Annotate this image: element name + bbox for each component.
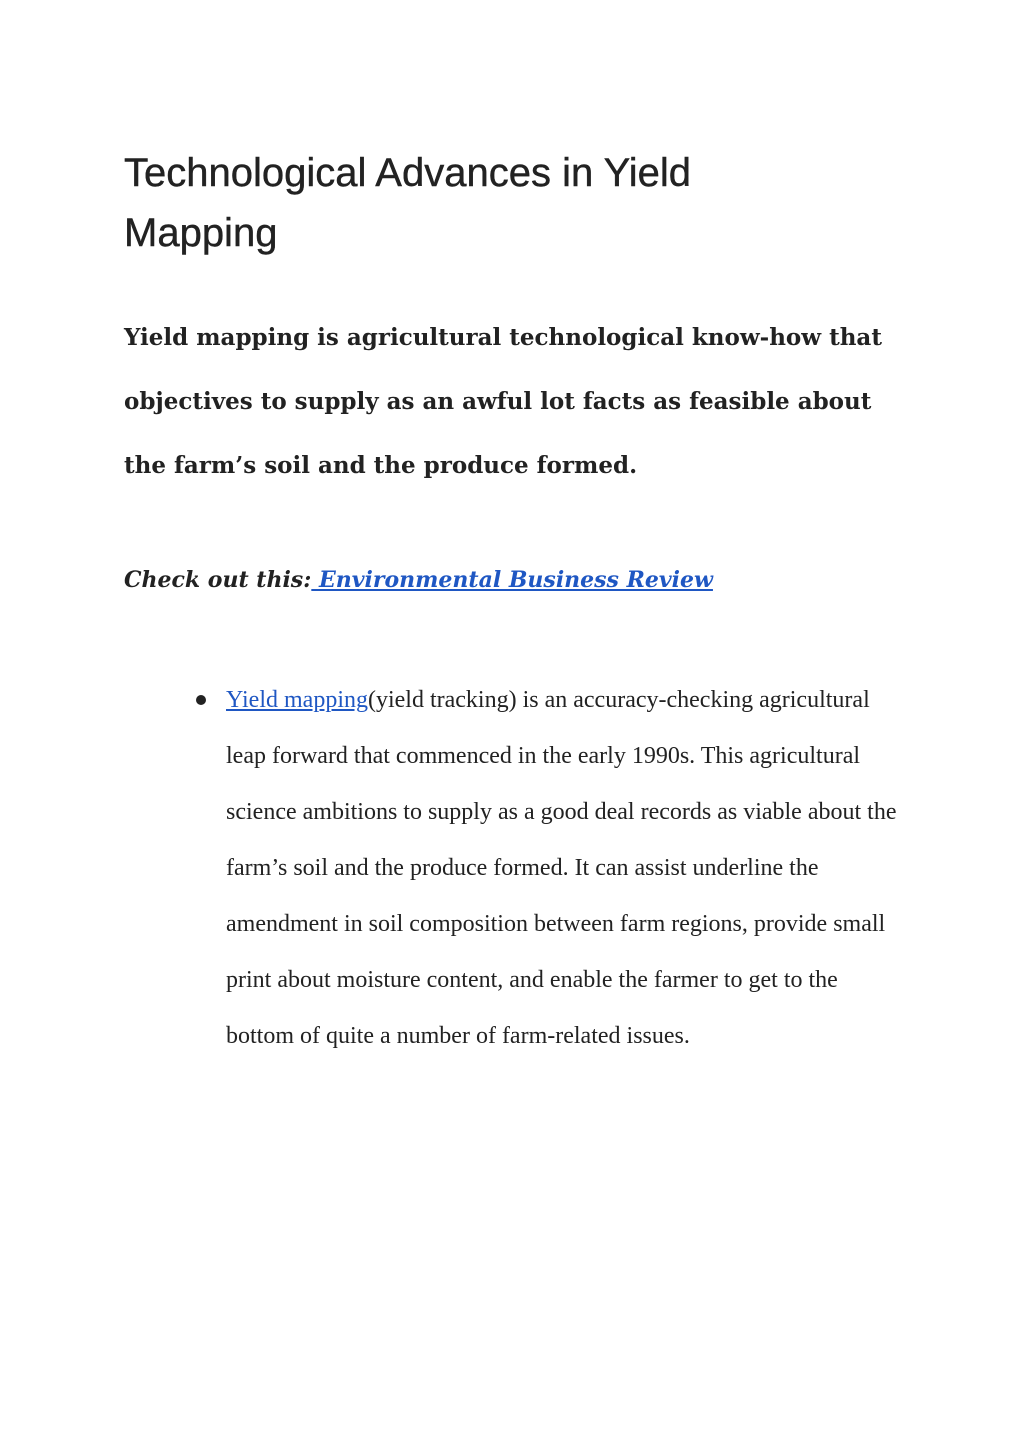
bullet-text: (yield tracking) is an accuracy-checking agricultural leap forward that commenced in the early 1990s. This agricultural science ambitions to supply as a good deal records as viable about the farm’s soil and the produce formed. It can assist underline the amendment in soil composition between farm regions, provide small print about moisture content, and enable the farmer to get to the bottom of quite a number of farm-related issues. [226, 687, 897, 1049]
page-title: Technological Advances in Yield Mapping [124, 151, 692, 255]
lead-paragraph: Yield mapping is agricultural technological know-how that objectives to supply as an awful lot facts as feasible about the farm’s soil and the produce formed. [124, 324, 882, 479]
check-out-line [124, 560, 914, 600]
yield-mapping-link[interactable]: Yield mapping [226, 687, 368, 713]
list-item [196, 672, 906, 1064]
environmental-business-review-link[interactable]: Environmental Business Review [311, 567, 713, 593]
bullet-list [196, 672, 906, 1064]
check-out-prefix: Check out this: [124, 567, 312, 593]
bullet-icon [196, 695, 206, 705]
